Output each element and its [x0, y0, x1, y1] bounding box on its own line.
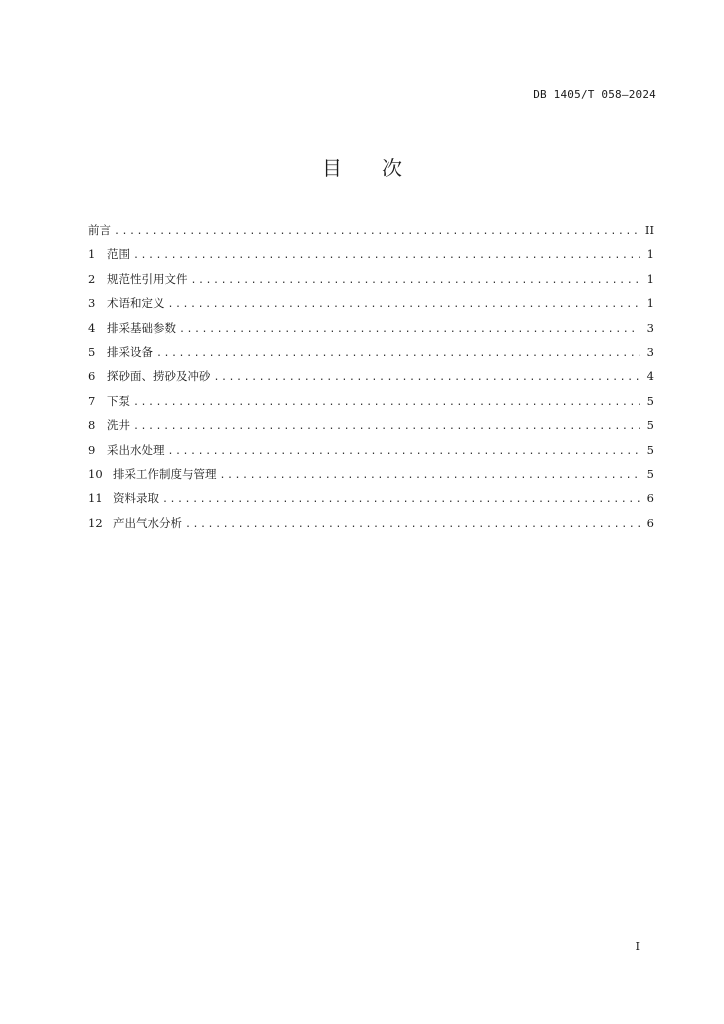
- toc-dot-leader: [185, 513, 640, 537]
- toc-entry-7[interactable]: [88, 389, 654, 413]
- toc-entry-label: 前言: [88, 223, 111, 237]
- toc-entry-label: 下泵: [107, 393, 130, 408]
- toc-dot-leader: [133, 415, 640, 439]
- page-title: 目次: [322, 156, 442, 180]
- toc-entry-4[interactable]: [88, 316, 654, 340]
- toc-dot-leader: [162, 488, 640, 512]
- toc-entry-number: 6: [88, 369, 96, 384]
- toc-dot-leader: [168, 293, 641, 317]
- toc-entry-number: 9: [88, 442, 96, 457]
- toc-entry-number: 10: [88, 466, 103, 481]
- toc-entry-number: 7: [88, 393, 96, 408]
- toc-entry-5[interactable]: [88, 340, 654, 364]
- toc-dot-leader: [179, 318, 640, 342]
- toc-entry-12[interactable]: [88, 511, 654, 535]
- toc-entry-label: 探砂面、捞砂及冲砂: [107, 369, 211, 384]
- toc-entry-page: 1: [646, 247, 654, 262]
- toc-entry-label: 洗井: [107, 418, 130, 433]
- toc-entry-page: 1: [646, 271, 654, 286]
- toc-entry-2[interactable]: [88, 267, 654, 291]
- document-code: DB 1405/T 058—2024: [533, 88, 656, 101]
- toc-dot-leader: [220, 464, 641, 488]
- toc-entry-number: 2: [88, 271, 96, 286]
- toc-entry-8[interactable]: [88, 413, 654, 437]
- toc-dot-leader: [133, 244, 640, 268]
- toc-entry-11[interactable]: [88, 486, 654, 510]
- toc-entry-label: 产出气水分析: [113, 515, 182, 530]
- toc-entry-page: 5: [646, 466, 654, 481]
- toc-entry-6[interactable]: [88, 364, 654, 388]
- toc-entry-label: 规范性引用文件: [107, 271, 188, 286]
- toc-dot-leader: [168, 440, 641, 464]
- table-of-contents: [88, 218, 654, 535]
- toc-dot-leader: [191, 269, 641, 293]
- toc-entry-number: 1: [88, 247, 96, 262]
- toc-entry-page: II: [644, 223, 654, 237]
- toc-entry-label: 范围: [107, 247, 130, 262]
- toc-entry-label: 排采设备: [107, 344, 153, 359]
- toc-entry-label: 排采工作制度与管理: [113, 466, 217, 481]
- toc-entry-page: 5: [646, 418, 654, 433]
- toc-entry-label: 术语和定义: [107, 296, 165, 311]
- toc-dot-leader: [133, 391, 640, 415]
- toc-dot-leader: [114, 220, 640, 244]
- toc-entry-number: 3: [88, 296, 96, 311]
- toc-entry-1[interactable]: [88, 242, 654, 266]
- toc-entry-foreword[interactable]: [88, 218, 654, 242]
- toc-entry-10[interactable]: [88, 462, 654, 486]
- toc-entry-label: 资料录取: [113, 491, 159, 506]
- toc-entry-label: 排采基础参数: [107, 320, 176, 335]
- toc-entry-page: 1: [646, 296, 654, 311]
- toc-dot-leader: [156, 342, 640, 366]
- toc-entry-3[interactable]: [88, 291, 654, 315]
- toc-entry-label: 采出水处理: [107, 442, 165, 457]
- toc-entry-page: 3: [646, 344, 654, 359]
- toc-entry-page: 4: [646, 369, 654, 384]
- toc-entry-number: 5: [88, 344, 96, 359]
- toc-entry-page: 6: [646, 491, 654, 506]
- toc-entry-number: 11: [88, 491, 103, 506]
- toc-entry-9[interactable]: [88, 438, 654, 462]
- toc-entry-number: 4: [88, 320, 96, 335]
- toc-dot-leader: [214, 366, 641, 390]
- toc-entry-page: 5: [646, 393, 654, 408]
- toc-entry-page: 5: [646, 442, 654, 457]
- toc-entry-number: 8: [88, 418, 96, 433]
- toc-entry-page: 3: [646, 320, 654, 335]
- toc-entry-page: 6: [646, 515, 654, 530]
- toc-entry-number: 12: [88, 515, 103, 530]
- page-number: I: [635, 940, 640, 953]
